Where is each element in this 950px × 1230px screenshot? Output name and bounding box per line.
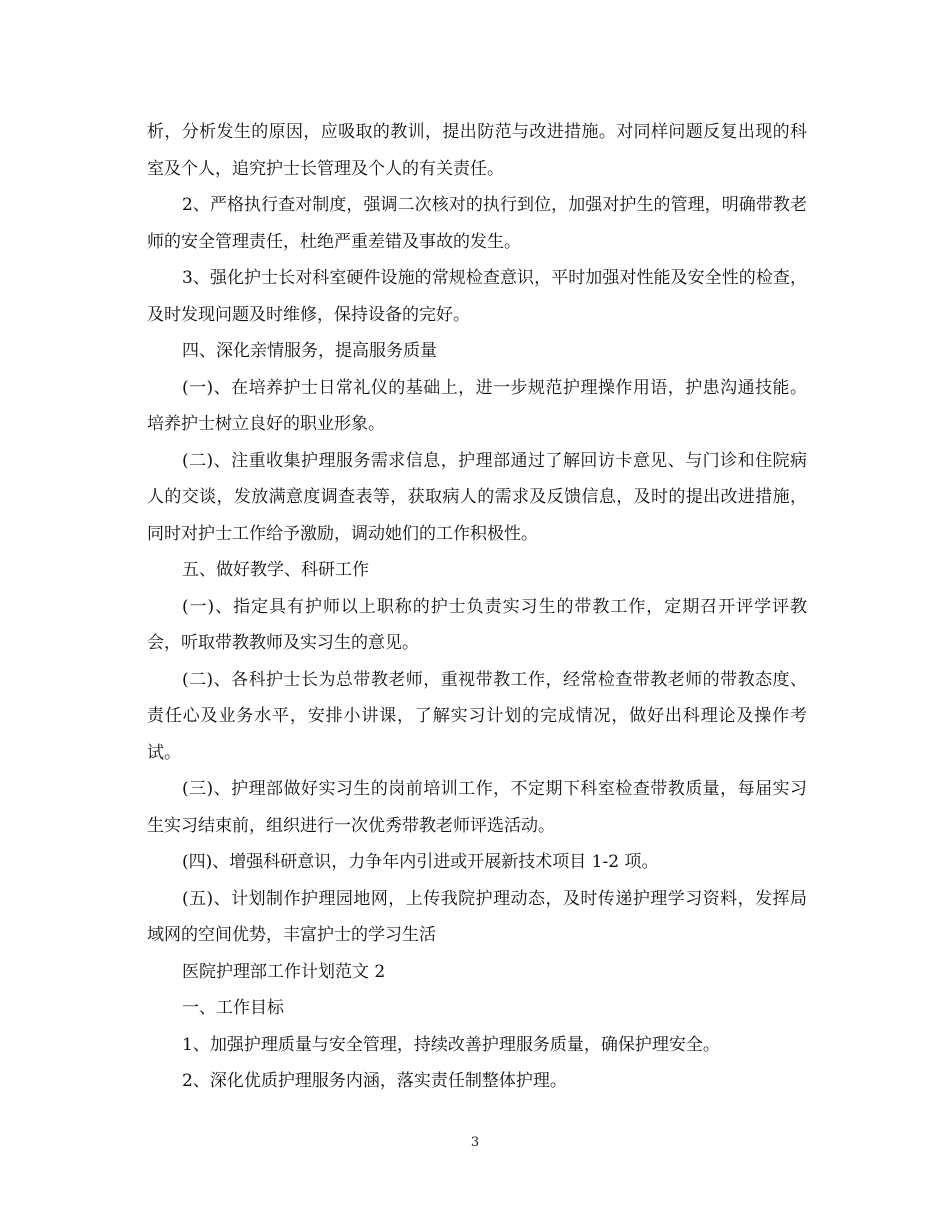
document-body: [147, 114, 807, 1100]
paragraph: (四)、增强科研意识，力争年内引进或开展新技术项目 1-2 项。: [182, 852, 659, 872]
paragraph: 1、加强护理质量与安全管理，持续改善护理服务质量，确保护理安全。: [182, 1034, 720, 1055]
paragraph: (三)、护理部做好实习生的岗前培训工作，不定期下科室检查带教质量，每届实习生实习结束前，组织进行一次优秀带教老师评选活动。: [147, 779, 807, 836]
document-title: 医院护理部工作计划范文 2: [182, 961, 386, 982]
paragraph: (一)、指定具有护师以上职称的护士负责实习生的带教工作，定期召开评学评教会，听取带教教师及实习生的意见。: [147, 596, 807, 653]
section-heading: 五、做好教学、科研工作: [182, 560, 369, 580]
paragraph: 2、严格执行查对制度，强调二次核对的执行到位，加强对护生的管理，明确带教老师的安全管理责任，杜绝严重差错及事故的发生。: [147, 195, 807, 252]
paragraph: (二)、注重收集护理服务需求信息，护理部通过了解回访卡意见、与门诊和住院病人的交谈，发放满意度调查表等，获取病人的需求及反馈信息，及时的提出改进措施，同时对护士工作给予激励，调动她们的工作积极性。: [147, 450, 807, 544]
page-number: 3: [470, 1135, 480, 1150]
paragraph: (五)、计划制作护理园地网，上传我院护理动态，及时传递护理学习资料，发挥局域网的空间优势，丰富护士的学习生活: [147, 888, 807, 945]
section-heading: 四、深化亲情服务，提高服务质量: [182, 341, 437, 361]
paragraph: 3、强化护士长对科室硬件设施的常规检查意识，平时加强对性能及安全性的检查，及时发现问题及时维修，保持设备的完好。: [147, 268, 807, 325]
section-heading: 一、工作目标: [182, 998, 284, 1018]
paragraph: 2、深化优质护理服务内涵，落实责任制整体护理。: [182, 1071, 567, 1091]
paragraph: (二)、各科护士长为总带教老师，重视带教工作，经常检查带教老师的带教态度、责任心及业务水平，安排小讲课，了解实习计划的完成情况，做好出科理论及操作考试。: [147, 669, 807, 763]
paragraph: (一)、在培养护士日常礼仪的基础上，进一步规范护理操作用语，护患沟通技能。培养护士树立良好的职业形象。: [147, 377, 807, 434]
paragraph: 析，分析发生的原因，应吸取的教训，提出防范与改进措施。对同样问题反复出现的科室及个人，追究护士长管理及个人的有关责任。: [147, 122, 807, 179]
